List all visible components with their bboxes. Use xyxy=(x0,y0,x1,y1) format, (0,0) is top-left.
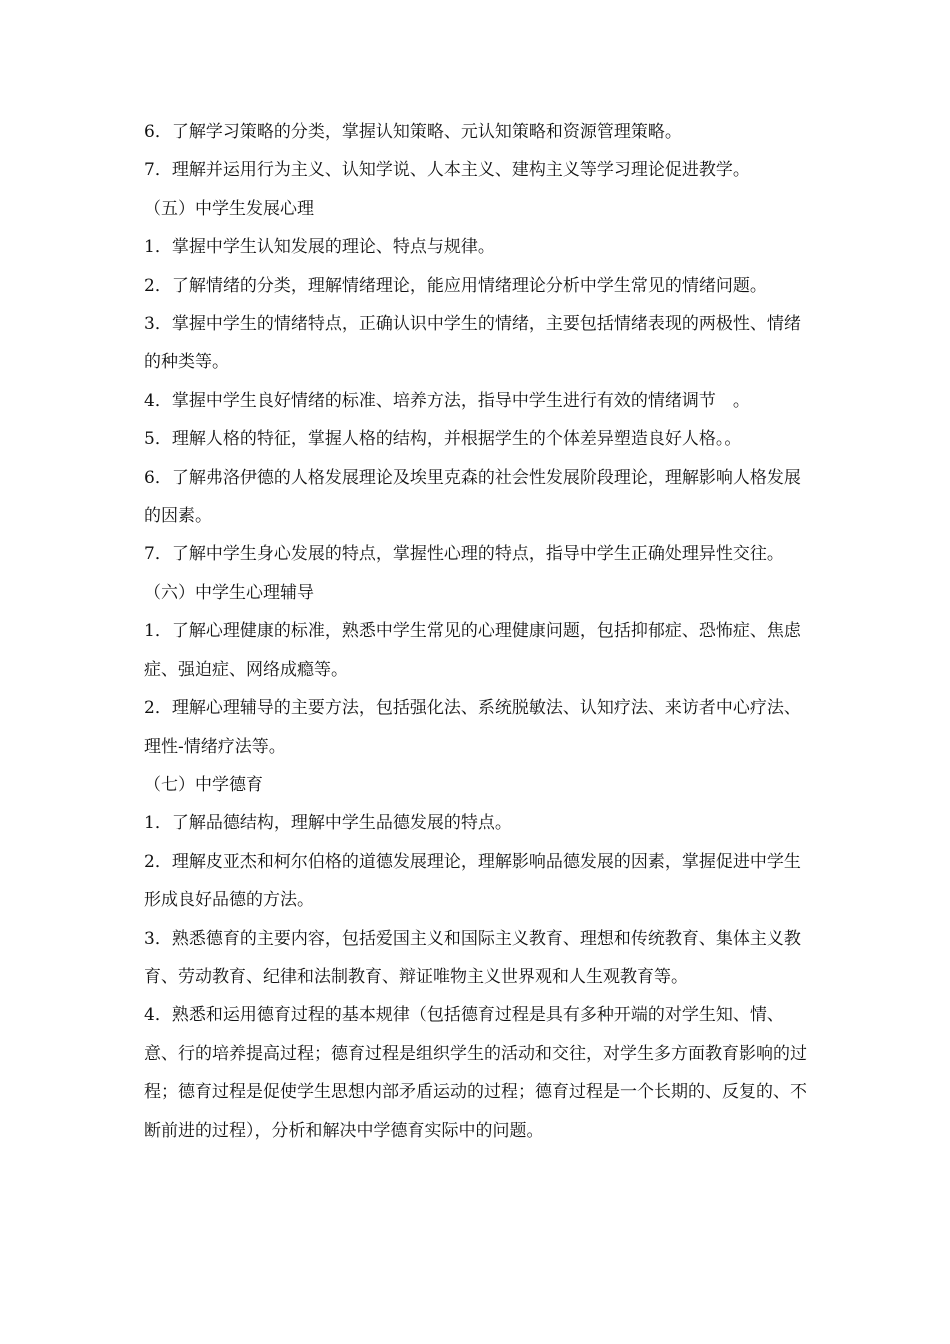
list-item: 5．理解人格的特征，掌握人格的结构，并根据学生的个体差异塑造良好人格。。 xyxy=(144,429,742,450)
list-item: 3．掌握中学生的情绪特点，正确认识中学生的情绪，主要包括情绪表现的两极性、情绪的种类等。 xyxy=(144,314,801,373)
list-item: 2．理解皮亚杰和柯尔伯格的道德发展理论，理解影响品德发展的因素，掌握促进中学生形成良好品德的方法。 xyxy=(144,851,801,911)
list-item: 3．熟悉德育的主要内容，包括爱国主义和国际主义教育、理想和传统教育、集体主义教育、劳动教育、纪律和法制教育、辩证唯物主义世界观和人生观教育等。 xyxy=(144,928,801,987)
section-heading: （六）中学生心理辅导 xyxy=(144,582,314,603)
list-item: 1．了解品德结构，理解中学生品德发展的特点。 xyxy=(144,813,512,834)
list-item: 1．掌握中学生认知发展的理论、特点与规律。 xyxy=(144,237,495,258)
list-item: 6．了解弗洛伊德的人格发展理论及埃里克森的社会性发展阶段理论，理解影响人格发展的因素。 xyxy=(144,467,801,527)
list-item: 1．了解心理健康的标准，熟悉中学生常见的心理健康问题，包括抑郁症、恐怖症、焦虑症、强迫症、网络成瘾等。 xyxy=(144,621,801,680)
document-body xyxy=(144,113,814,1150)
list-item: 4．掌握中学生良好情绪的标准、培养方法，指导中学生进行有效的情绪调节 。 xyxy=(144,390,750,411)
list-item: 7．理解并运用行为主义、认知学说、人本主义、建构主义等学习理论促进教学。 xyxy=(144,160,750,181)
list-item: 2．了解情绪的分类，理解情绪理论，能应用情绪理论分析中学生常见的情绪问题。 xyxy=(144,275,767,296)
section-heading: （七）中学德育 xyxy=(144,774,263,795)
list-item: 4．熟悉和运用德育过程的基本规律（包括德育过程是具有多种开端的对学生知、情、意、行的培养提高过程；德育过程是组织学生的活动和交往，对学生多方面教育影响的过程；德育过程是促使学生思想内部矛盾运动的过程；德育过程是一个长期的、反复的、不断前进的过程），分析和解决中学德育实际中的问题。 xyxy=(144,1005,807,1141)
section-heading: （五）中学生发展心理 xyxy=(144,198,314,219)
list-item: 6．了解学习策略的分类，掌握认知策略、元认知策略和资源管理策略。 xyxy=(144,122,682,142)
list-item: 7．了解中学生身心发展的特点，掌握性心理的特点，指导中学生正确处理异性交往。 xyxy=(144,544,784,565)
list-item: 2．理解心理辅导的主要方法，包括强化法、系统脱敏法、认知疗法、来访者中心疗法、理性-情绪疗法等。 xyxy=(144,698,801,757)
